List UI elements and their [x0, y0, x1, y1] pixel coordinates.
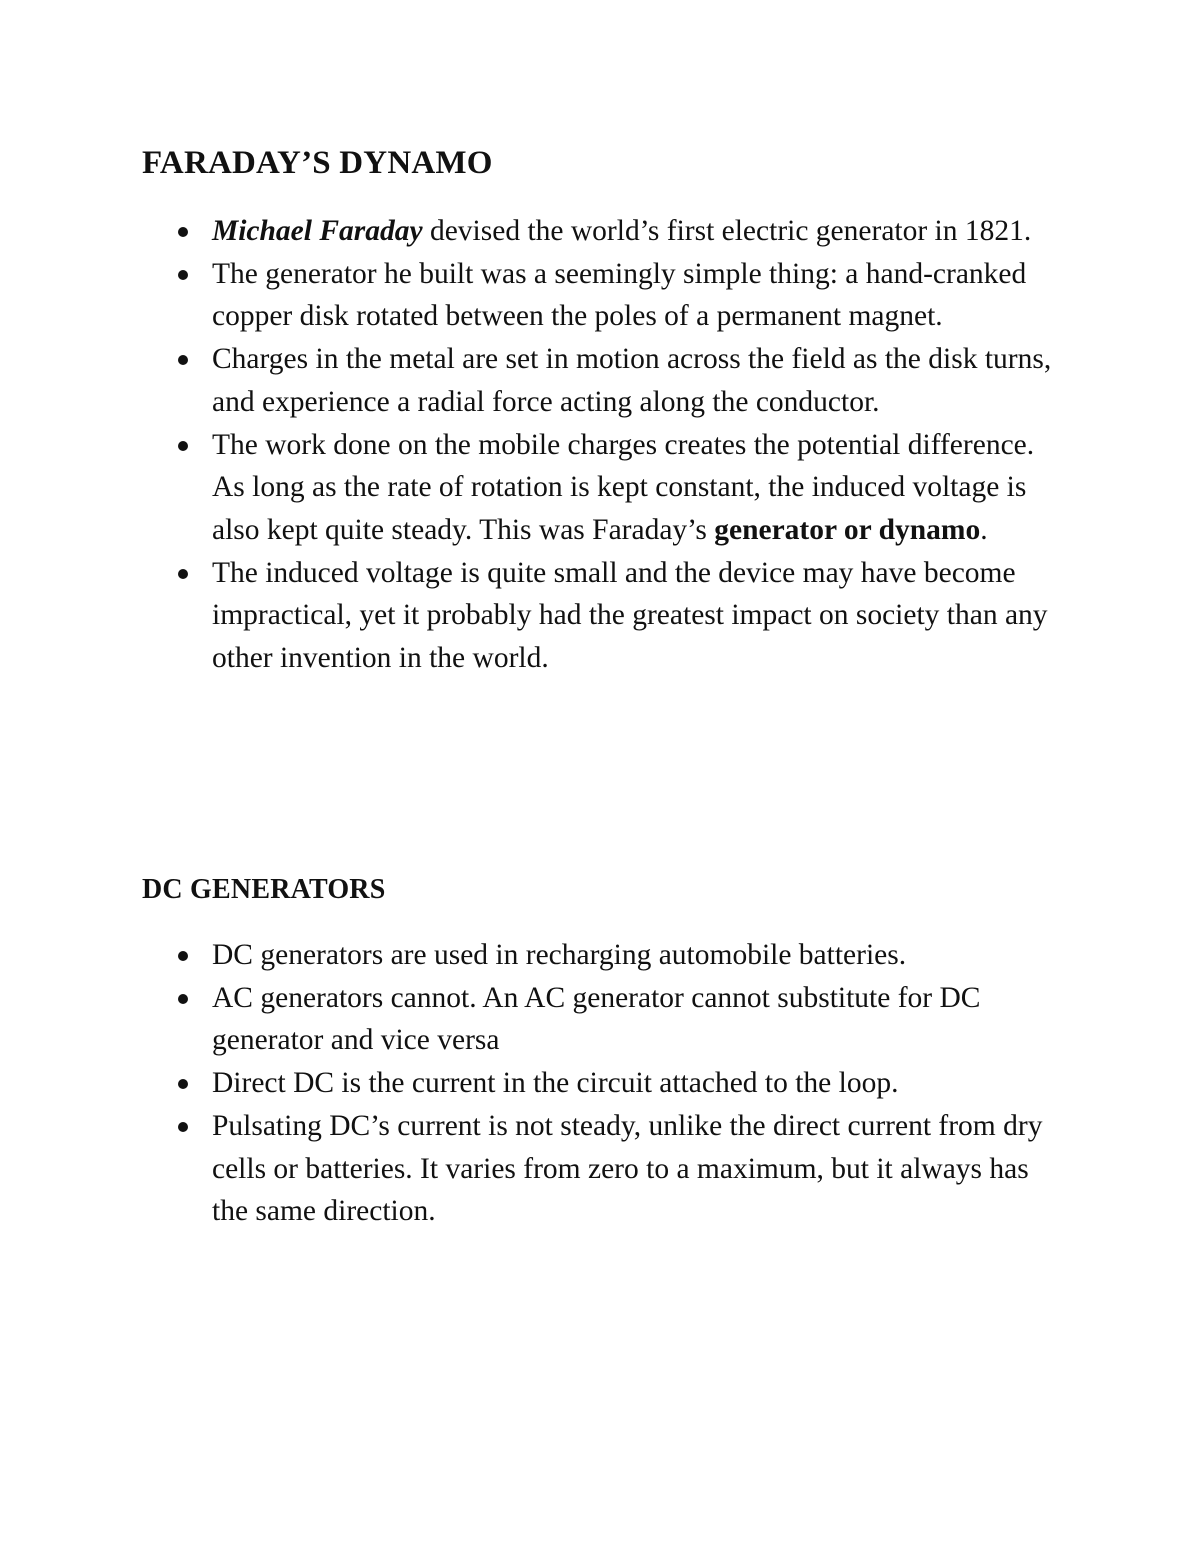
- list-item: [0, 552, 1062, 680]
- list-item-text: Direct DC is the current in the circuit attached to the loop.: [212, 1067, 899, 1100]
- emphasized-name: Michael Faraday: [212, 215, 423, 247]
- list-item: [0, 338, 1062, 423]
- list-item: [0, 424, 1062, 552]
- list-item: [0, 934, 1062, 977]
- list-item: [0, 210, 1062, 253]
- bullet-icon: [178, 270, 188, 280]
- list-item-text: devised the world’s first electric generator in 1821.: [422, 215, 1032, 247]
- list-item: [0, 1062, 1062, 1105]
- list-item: [0, 1105, 1062, 1233]
- list-item: [0, 253, 1062, 338]
- bullet-icon: [178, 951, 188, 961]
- bold-term: generator or dynamo: [714, 513, 981, 546]
- bullet-icon: [178, 1079, 188, 1089]
- list-item-text: Pulsating DC’s current is not steady, unlike the direct current from dry cells or batteries. It varies from zero to a maximum, but it always has the same direction.: [212, 1109, 1043, 1228]
- bullet-icon: [178, 355, 188, 365]
- bullet-list-dc-generators: [0, 934, 1200, 1233]
- list-item-text: The induced voltage is quite small and the device may have become impractical, yet it probably had the greatest impact on society than any other invention in the world.: [212, 556, 1048, 675]
- list-item-text: AC generators cannot. An AC generator cannot substitute for DC generator and vice versa: [212, 981, 981, 1057]
- section-heading-dc-generators: DC GENERATORS: [142, 874, 386, 905]
- list-item-text: DC generators are used in recharging automobile batteries.: [212, 939, 907, 971]
- section-heading-faradays-dynamo: FARADAY’S DYNAMO: [142, 145, 493, 181]
- list-item-text: Charges in the metal are set in motion across the field as the disk turns, and experience a radial force acting along the conductor.: [212, 343, 1052, 418]
- bullet-list-faradays-dynamo: [0, 210, 1200, 680]
- list-item-text: The work done on the mobile charges creates the potential difference. As long as the rate of rotation is kept constant, the induced voltage is also kept quite steady. This was Faraday’s: [212, 428, 1035, 546]
- list-item: [0, 977, 1062, 1062]
- list-item-text: The generator he built was a seemingly simple thing: a hand-cranked copper disk rotated between the poles of a permanent magnet.: [212, 257, 1027, 333]
- bullet-icon: [178, 994, 188, 1004]
- bullet-icon: [178, 227, 188, 237]
- bullet-icon: [178, 1122, 188, 1132]
- list-item-tail: .: [980, 513, 988, 546]
- bullet-icon: [178, 441, 188, 451]
- bullet-icon: [178, 569, 188, 579]
